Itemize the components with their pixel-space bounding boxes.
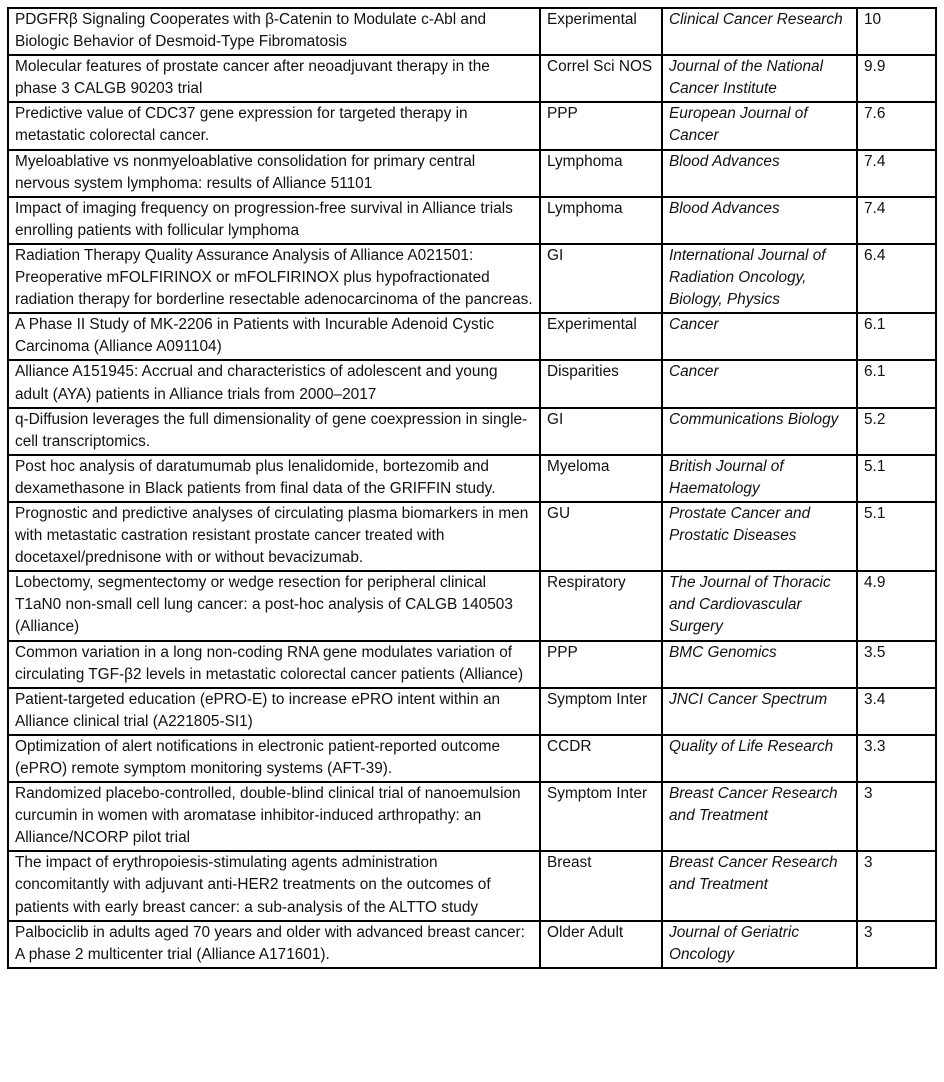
title-cell: A Phase II Study of MK-2206 in Patients with Incurable Adenoid Cystic Carcinoma (Alliance A091104)	[8, 313, 540, 360]
journal-cell: Quality of Life Research	[662, 735, 857, 782]
category-cell: GU	[540, 502, 662, 571]
title-cell: Patient-targeted education (ePRO-E) to increase ePRO intent within an Alliance clinical trial (A221805-SI1)	[8, 688, 540, 735]
impact-factor-cell: 3.5	[857, 641, 936, 688]
title-cell: Common variation in a long non-coding RNA gene modulates variation of circulating TGF-β2 levels in metastatic colorectal cancer patients (Alliance)	[8, 641, 540, 688]
category-cell: Symptom Inter	[540, 782, 662, 851]
title-cell: PDGFRβ Signaling Cooperates with β-Catenin to Modulate c-Abl and Biologic Behavior of Desmoid-Type Fibromatosis	[8, 8, 540, 55]
impact-factor-cell: 7.4	[857, 150, 936, 197]
journal-cell: The Journal of Thoracic and Cardiovascular Surgery	[662, 571, 857, 640]
journal-cell: International Journal of Radiation Oncology, Biology, Physics	[662, 244, 857, 313]
impact-factor-cell: 5.2	[857, 408, 936, 455]
category-cell: Breast	[540, 851, 662, 920]
table-row	[8, 782, 936, 851]
table-row	[8, 455, 936, 502]
category-cell: Symptom Inter	[540, 688, 662, 735]
journal-cell: BMC Genomics	[662, 641, 857, 688]
impact-factor-cell: 10	[857, 8, 936, 55]
impact-factor-cell: 4.9	[857, 571, 936, 640]
impact-factor-cell: 3	[857, 851, 936, 920]
journal-cell: Journal of the National Cancer Institute	[662, 55, 857, 102]
title-cell: Myeloablative vs nonmyeloablative consolidation for primary central nervous system lymphoma: results of Alliance 51101	[8, 150, 540, 197]
journal-cell: Clinical Cancer Research	[662, 8, 857, 55]
category-cell: Disparities	[540, 360, 662, 407]
impact-factor-cell: 5.1	[857, 502, 936, 571]
impact-factor-cell: 3.4	[857, 688, 936, 735]
journal-cell: JNCI Cancer Spectrum	[662, 688, 857, 735]
impact-factor-cell: 3.3	[857, 735, 936, 782]
category-cell: Lymphoma	[540, 150, 662, 197]
table-row	[8, 244, 936, 313]
journal-cell: Cancer	[662, 360, 857, 407]
table-row	[8, 102, 936, 149]
category-cell: CCDR	[540, 735, 662, 782]
title-cell: Predictive value of CDC37 gene expression for targeted therapy in metastatic colorectal cancer.	[8, 102, 540, 149]
category-cell: Respiratory	[540, 571, 662, 640]
category-cell: Lymphoma	[540, 197, 662, 244]
journal-cell: Journal of Geriatric Oncology	[662, 921, 857, 968]
journal-cell: Blood Advances	[662, 150, 857, 197]
publications-table	[7, 7, 937, 969]
table-row	[8, 735, 936, 782]
table-row	[8, 8, 936, 55]
publications-table-body	[8, 8, 936, 968]
title-cell: Optimization of alert notifications in electronic patient-reported outcome (ePRO) remote symptom monitoring systems (AFT-39).	[8, 735, 540, 782]
category-cell: Correl Sci NOS	[540, 55, 662, 102]
category-cell: PPP	[540, 641, 662, 688]
category-cell: Experimental	[540, 313, 662, 360]
impact-factor-cell: 6.4	[857, 244, 936, 313]
impact-factor-cell: 3	[857, 921, 936, 968]
journal-cell: British Journal of Haematology	[662, 455, 857, 502]
journal-cell: Prostate Cancer and Prostatic Diseases	[662, 502, 857, 571]
table-row	[8, 502, 936, 571]
title-cell: Alliance A151945: Accrual and characteristics of adolescent and young adult (AYA) patients in Alliance trials from 2000–2017	[8, 360, 540, 407]
journal-cell: Blood Advances	[662, 197, 857, 244]
title-cell: Lobectomy, segmentectomy or wedge resection for peripheral clinical T1aN0 non-small cell lung cancer: a post-hoc analysis of CALGB 140503 (Alliance)	[8, 571, 540, 640]
title-cell: q-Diffusion leverages the full dimensionality of gene coexpression in single-cell transcriptomics.	[8, 408, 540, 455]
journal-cell: Breast Cancer Research and Treatment	[662, 782, 857, 851]
table-row	[8, 197, 936, 244]
impact-factor-cell: 7.6	[857, 102, 936, 149]
table-row	[8, 313, 936, 360]
impact-factor-cell: 6.1	[857, 360, 936, 407]
title-cell: Palbociclib in adults aged 70 years and older with advanced breast cancer: A phase 2 multicenter trial (Alliance A171601).	[8, 921, 540, 968]
table-row	[8, 851, 936, 920]
table-row	[8, 641, 936, 688]
impact-factor-cell: 7.4	[857, 197, 936, 244]
category-cell: Older Adult	[540, 921, 662, 968]
table-row	[8, 55, 936, 102]
impact-factor-cell: 6.1	[857, 313, 936, 360]
impact-factor-cell: 9.9	[857, 55, 936, 102]
impact-factor-cell: 3	[857, 782, 936, 851]
title-cell: Randomized placebo-controlled, double-blind clinical trial of nanoemulsion curcumin in women with aromatase inhibitor-induced arthropathy: an Alliance/NCORP pilot trial	[8, 782, 540, 851]
journal-cell: European Journal of Cancer	[662, 102, 857, 149]
table-row	[8, 921, 936, 968]
table-row	[8, 688, 936, 735]
category-cell: GI	[540, 408, 662, 455]
journal-cell: Communications Biology	[662, 408, 857, 455]
category-cell: GI	[540, 244, 662, 313]
journal-cell: Breast Cancer Research and Treatment	[662, 851, 857, 920]
category-cell: PPP	[540, 102, 662, 149]
title-cell: Post hoc analysis of daratumumab plus lenalidomide, bortezomib and dexamethasone in Black patients from final data of the GRIFFIN study.	[8, 455, 540, 502]
title-cell: Radiation Therapy Quality Assurance Analysis of Alliance A021501: Preoperative mFOLFIRINOX or mFOLFIRINOX plus hypofractionated radiation therapy for borderline resectable adenocarcinoma of the pancreas.	[8, 244, 540, 313]
table-row	[8, 408, 936, 455]
category-cell: Myeloma	[540, 455, 662, 502]
impact-factor-cell: 5.1	[857, 455, 936, 502]
table-row	[8, 150, 936, 197]
table-row	[8, 571, 936, 640]
title-cell: Prognostic and predictive analyses of circulating plasma biomarkers in men with metastatic castration resistant prostate cancer treated with docetaxel/prednisone with or without bevacizumab.	[8, 502, 540, 571]
title-cell: Impact of imaging frequency on progression-free survival in Alliance trials enrolling patients with follicular lymphoma	[8, 197, 540, 244]
title-cell: Molecular features of prostate cancer after neoadjuvant therapy in the phase 3 CALGB 90203 trial	[8, 55, 540, 102]
table-row	[8, 360, 936, 407]
title-cell: The impact of erythropoiesis-stimulating agents administration concomitantly with adjuvant anti-HER2 treatments on the outcomes of patients with early breast cancer: a sub-analysis of the ALTTO study	[8, 851, 540, 920]
journal-cell: Cancer	[662, 313, 857, 360]
category-cell: Experimental	[540, 8, 662, 55]
